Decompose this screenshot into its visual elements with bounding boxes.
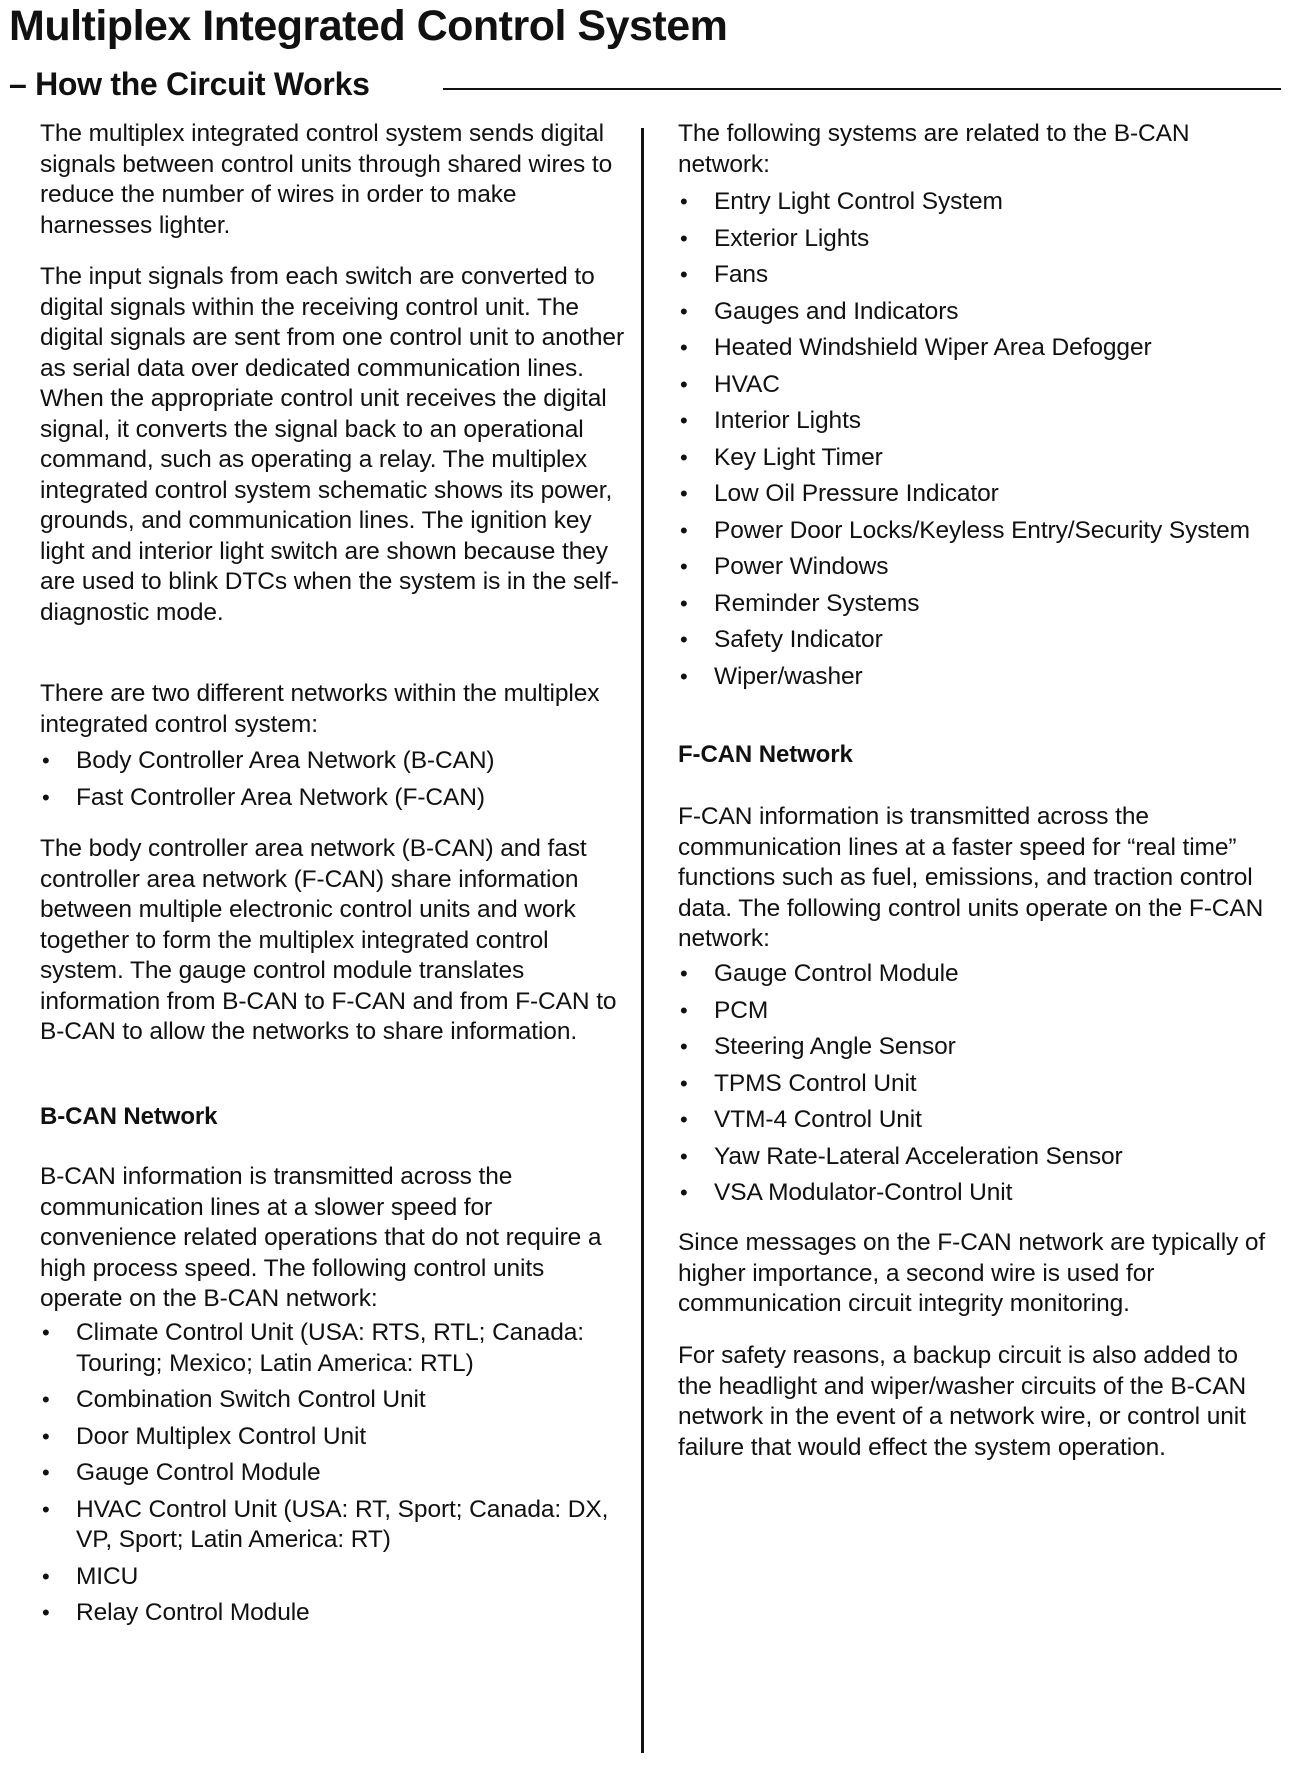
list-item [678,479,1278,510]
bullet-icon: • [680,1107,688,1132]
list-item [678,959,1278,990]
bullet-icon: • [680,997,688,1023]
page-title: Multiplex Integrated Control System [9,2,728,50]
paragraph-text: For safety reasons, a backup circuit is also added to the headlight and wiper/washer circuits of the B-CAN network in the event of a network wire, or control unit failure that would effect the system operation. [678,1342,1247,1461]
list-item-text: PCM [714,996,769,1024]
bcan-heading-block [40,1102,630,1133]
list-item [678,1142,1278,1173]
column-divider [641,128,644,1753]
list-item-text: Combination Switch Control Unit [76,1386,426,1413]
list-item-text: Exterior Lights [714,224,870,252]
bullet-icon: • [680,590,688,616]
bullet-icon: • [42,1496,50,1522]
list-item [678,406,1278,437]
bullet-icon: • [680,1180,688,1205]
bullet-icon: • [680,225,688,251]
list-item [678,370,1278,401]
header-rule [443,88,1281,90]
list-item [678,333,1278,364]
fcan-heading-block [678,740,1278,771]
list-item [40,1598,630,1629]
shared-paragraph [40,834,630,1048]
bullet-icon: • [680,189,688,214]
list-item [40,1495,630,1556]
list-item-text: HVAC [714,370,780,398]
list-item [678,260,1278,291]
paragraph-text: F-CAN information is transmitted across the communication lines at a faster speed for “real time” functions such as fuel, emissions, and traction control data. The following control units operate on the F-CAN network: [678,803,1264,952]
bullet-icon: • [42,784,50,810]
bullet-icon: • [680,335,688,360]
bullet-icon: • [42,1387,50,1412]
networks-list [40,746,630,819]
list-item-text: Steering Angle Sensor [714,1033,956,1060]
list-item [678,552,1278,583]
safety-paragraph [678,1341,1278,1463]
list-item [40,746,630,777]
bullet-icon: • [680,298,688,324]
bullet-icon: • [680,961,688,986]
list-item-text: Power Door Locks/Keyless Entry/Security System [714,516,1250,544]
list-item [40,783,630,814]
importance-paragraph [678,1228,1278,1320]
intro-paragraph-2 [40,262,630,628]
list-item-text: Heated Windshield Wiper Area Defogger [714,334,1152,361]
list-item [678,443,1278,474]
list-item [678,516,1278,547]
section-title [9,62,370,106]
intro-paragraph-1 [40,119,630,241]
bullet-list [40,1318,630,1629]
list-item [678,297,1278,328]
list-item-text: MICU [76,1562,139,1590]
list-item [40,1385,630,1416]
list-item [40,1318,630,1379]
bullet-icon: • [680,1070,688,1096]
list-item [678,1178,1278,1209]
fcan-paragraph [678,802,1278,955]
bullet-icon: • [42,1563,50,1589]
bullet-list [678,959,1278,1209]
bullet-list [678,187,1278,692]
list-item-text: Entry Light Control System [714,188,1003,215]
list-item [678,1032,1278,1063]
list-item-text: Reminder Systems [714,589,920,617]
list-item-text: Fans [714,261,769,288]
paragraph-text: B-CAN information is transmitted across the communication lines at a slower speed for convenience related operations that do not require a high process speed. The following control units operate on the B-CAN network: [40,1163,602,1312]
list-item [678,996,1278,1027]
bullet-icon: • [680,481,688,506]
bullet-icon: • [680,663,688,689]
fcan-control-units [678,959,1278,1215]
bullet-icon: • [680,517,688,543]
bcan-control-units [40,1318,630,1635]
list-item-text: Door Multiplex Control Unit [76,1422,367,1450]
bullet-icon: • [680,371,688,397]
list-item-text: Yaw Rate-Lateral Acceleration Sensor [714,1142,1123,1170]
list-item-text: VSA Modulator-Control Unit [714,1179,1013,1206]
list-item-text: Body Controller Area Network (B-CAN) [76,747,495,774]
list-item-text: HVAC Control Unit (USA: RT, Sport; Canada: DX, VP, Sport; Latin America: RT) [76,1495,609,1553]
list-item [678,224,1278,255]
bullet-icon: • [42,1460,50,1485]
paragraph-text: Since messages on the F-CAN network are typically of higher importance, a second wire is used for communication circuit integrity monitoring. [678,1229,1266,1317]
section-title-text: How the Circuit Works [35,66,370,102]
bcan-paragraph [40,1162,630,1315]
related-systems [678,187,1278,698]
fcan-heading: F-CAN Network [678,741,853,768]
paragraph-text: The body controller area network (B-CAN) and fast controller area network (F-CAN) share information between multiple electronic control units and work together to form the multiplex integrated control system. The gauge control module translates information from B-CAN to F-CAN and from F-CAN to B-CAN to allow the networks to share information. [40,835,617,1045]
bullet-icon: • [680,408,688,433]
list-item-text: Gauge Control Module [76,1459,321,1486]
related-intro [678,119,1278,180]
paragraph-text: The multiplex integrated control system sends digital signals between control units through shared wires to reduce the number of wires in order to make harnesses lighter. [40,120,613,239]
list-item-text: Relay Control Module [76,1599,310,1626]
list-item-text: Low Oil Pressure Indicator [714,480,999,507]
list-item-text: Power Windows [714,553,889,580]
list-item-text: Gauges and Indicators [714,297,959,325]
list-item [678,662,1278,693]
list-item [678,1069,1278,1100]
paragraph-text: The input signals from each switch are converted to digital signals within the receiving control unit. The digital signals are sent from one control unit to another as serial data over dedicated communication lines. When the appropriate control unit receives the digital signal, it converts the signal back to an operational command, such as operating a relay. The multiplex integrated control system schematic shows its power, grounds, and communication lines. The ignition key light and interior light switch are shown because they are used to blink DTCs when the system is in the self-diagnostic mode. [40,263,624,626]
list-item-text: TPMS Control Unit [714,1069,917,1097]
bullet-icon: • [680,444,688,470]
networks-intro [40,679,630,740]
paragraph-text: There are two different networks within the multiplex integrated control system: [40,680,600,738]
list-item-text: Key Light Timer [714,443,883,471]
bullet-icon: • [42,1600,50,1625]
bullet-icon: • [680,262,688,287]
list-item [678,625,1278,656]
list-item [678,187,1278,218]
list-item [40,1562,630,1593]
list-item [678,1105,1278,1136]
list-item-text: VTM-4 Control Unit [714,1106,922,1133]
list-item-text: Interior Lights [714,407,861,434]
list-item-text: Safety Indicator [714,626,883,653]
paragraph-text: The following systems are related to the B-CAN network: [678,120,1190,178]
bullet-icon: • [680,627,688,652]
bullet-icon: • [42,1423,50,1449]
bullet-list [40,746,630,813]
bullet-icon: • [680,1143,688,1169]
bullet-icon: • [680,554,688,579]
list-item [40,1458,630,1489]
bcan-heading: B-CAN Network [40,1103,218,1130]
list-item [40,1422,630,1453]
section-dash: – [9,66,27,102]
list-item-text: Fast Controller Area Network (F-CAN) [76,783,485,811]
bullet-icon: • [42,1320,50,1345]
list-item-text: Wiper/washer [714,662,863,690]
bullet-icon: • [42,748,50,773]
bullet-icon: • [680,1034,688,1059]
list-item-text: Gauge Control Module [714,960,959,987]
list-item [678,589,1278,620]
list-item-text: Climate Control Unit (USA: RTS, RTL; Canada: Touring; Mexico; Latin America: RTL) [76,1319,585,1377]
section-header [9,62,1281,106]
